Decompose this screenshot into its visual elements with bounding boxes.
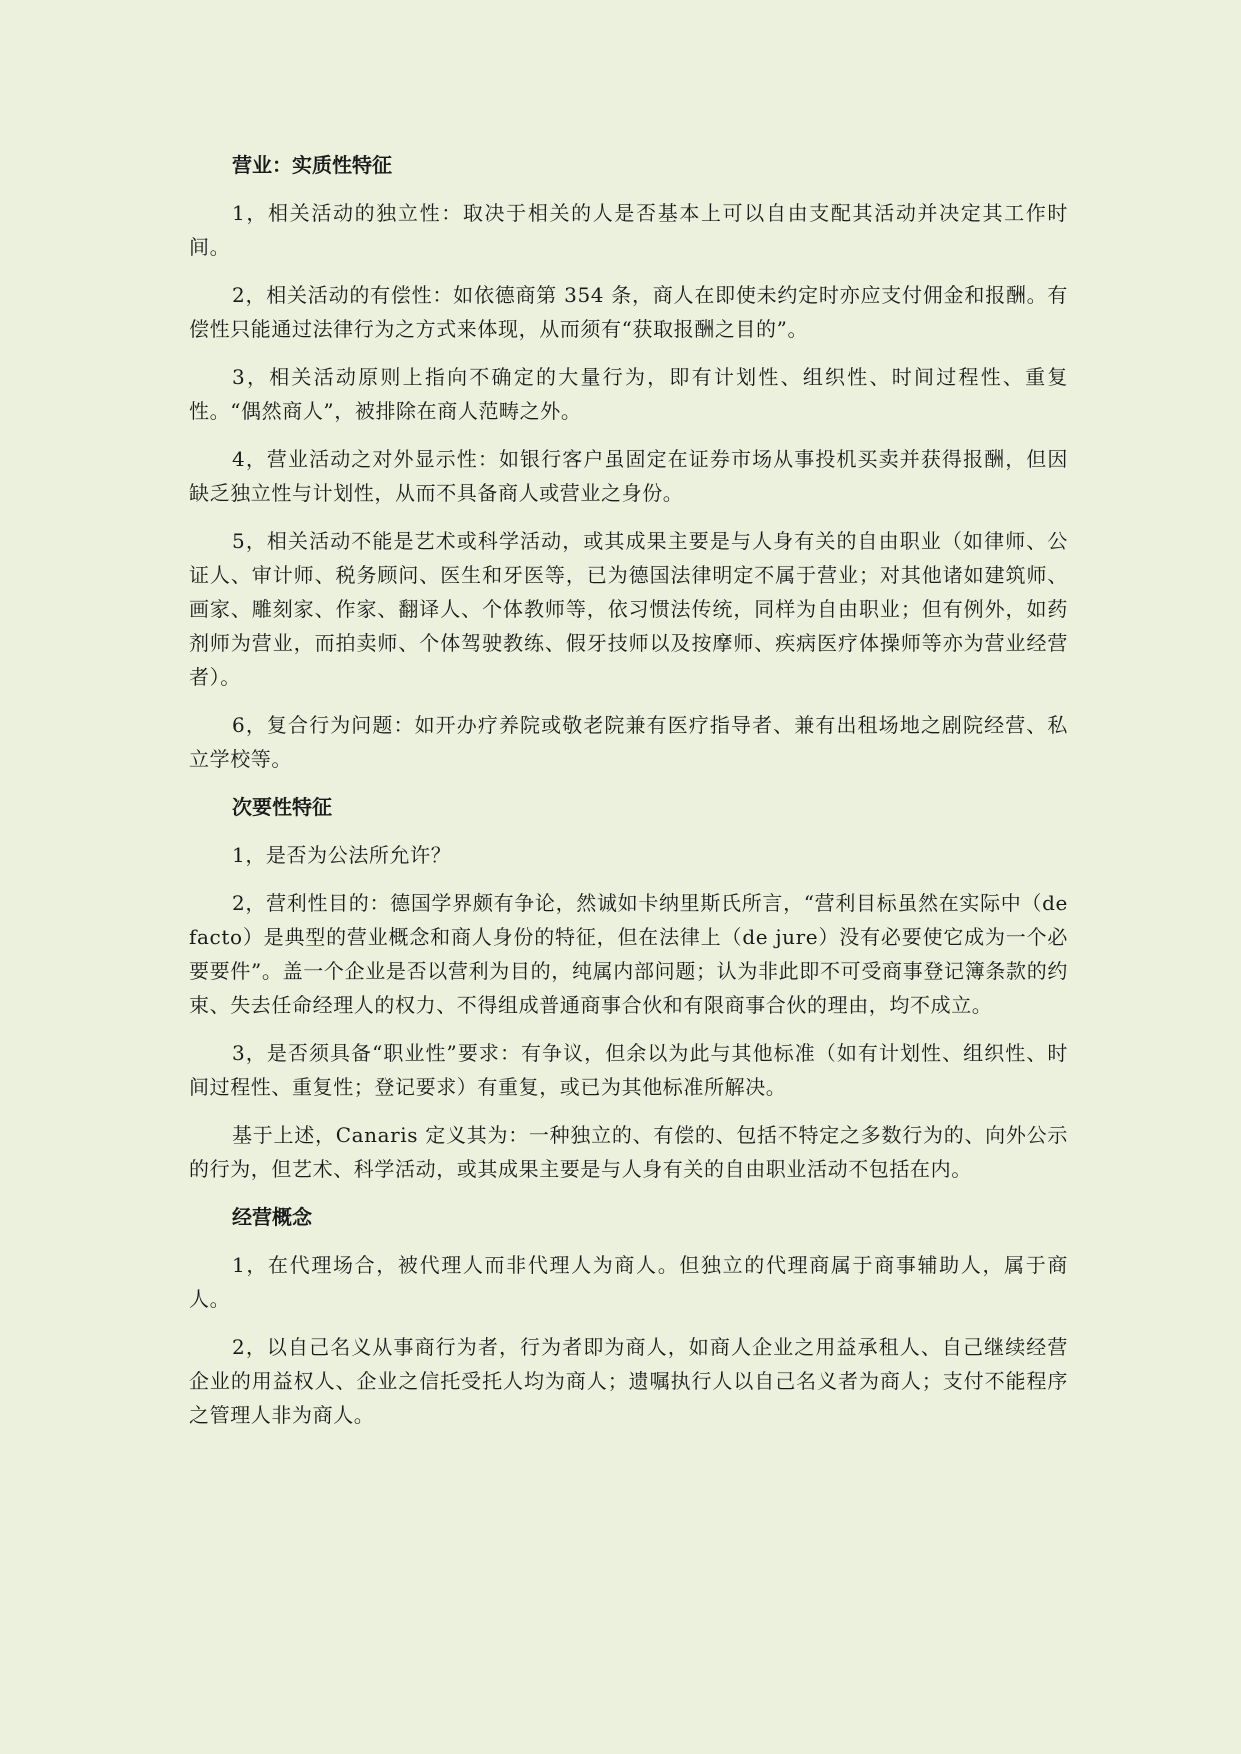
paragraph: 基于上述，Canaris 定义其为：一种独立的、有偿的、包括不特定之多数行为的、向外公示的行为，但艺术、科学活动，或其成果主要是与人身有关的自由职业活动不包括在内。 — [189, 1123, 1068, 1181]
paragraph: 2，相关活动的有偿性：如依德商第 354 条，商人在即使未约定时亦应支付佣金和报酬。有偿性只能通过法律行为之方式来体现，从而须有“获取报酬之目的”。 — [189, 283, 1068, 341]
paragraph: 1，相关活动的独立性：取决于相关的人是否基本上可以自由支配其活动并决定其工作时间。 — [189, 201, 1068, 259]
paragraph: 3，相关活动原则上指向不确定的大量行为，即有计划性、组织性、时间过程性、重复性。“偶然商人”，被排除在商人范畴之外。 — [189, 365, 1068, 423]
section-heading: 经营概念 — [232, 1205, 312, 1229]
section-substantive-features — [189, 148, 1068, 776]
paragraph: 6，复合行为问题：如开办疗养院或敬老院兼有医疗指导者、兼有出租场地之剧院经营、私立学校等。 — [189, 713, 1068, 771]
section-heading: 次要性特征 — [232, 795, 332, 819]
section-business-concept — [189, 1200, 1068, 1432]
section-heading: 营业：实质性特征 — [232, 153, 392, 177]
section-secondary-features — [189, 790, 1068, 1186]
paragraph: 3，是否须具备“职业性”要求：有争议，但余以为此与其他标准（如有计划性、组织性、时间过程性、重复性；登记要求）有重复，或已为其他标准所解决。 — [189, 1041, 1068, 1099]
paragraph: 1，在代理场合，被代理人而非代理人为商人。但独立的代理商属于商事辅助人，属于商人。 — [189, 1253, 1068, 1311]
paragraph: 1，是否为公法所允许？ — [232, 843, 452, 867]
paragraph: 5，相关活动不能是艺术或科学活动，或其成果主要是与人身有关的自由职业（如律师、公证人、审计师、税务顾问、医生和牙医等，已为德国法律明定不属于营业；对其他诸如建筑师、画家、雕刻家、作家、翻译人、个体教师等，依习惯法传统，同样为自由职业；但有例外，如药剂师为营业，而拍卖师、个体驾驶教练、假牙技师以及按摩师、疾病医疗体操师等亦为营业经营者）。 — [189, 529, 1068, 689]
paragraph: 4，营业活动之对外显示性：如银行客户虽固定在证券市场从事投机买卖并获得报酬，但因缺乏独立性与计划性，从而不具备商人或营业之身份。 — [189, 447, 1068, 505]
paragraph: 2，营利性目的：德国学界颇有争论，然诚如卡纳里斯氏所言，“营利目标虽然在实际中（de facto）是典型的营业概念和商人身份的特征，但在法律上（de jure）没有必要使它成为一个必要要件”。盖一个企业是否以营利为目的，纯属内部问题；认为非此即不可受商事登记簿条款的约束、失去任命经理人的权力、不得组成普通商事合伙和有限商事合伙的理由，均不成立。 — [189, 891, 1068, 1017]
paragraph: 2，以自己名义从事商行为者，行为者即为商人，如商人企业之用益承租人、自己继续经营企业的用益权人、企业之信托受托人均为商人；遗嘱执行人以自己名义者为商人；支付不能程序之管理人非为商人。 — [189, 1335, 1068, 1427]
